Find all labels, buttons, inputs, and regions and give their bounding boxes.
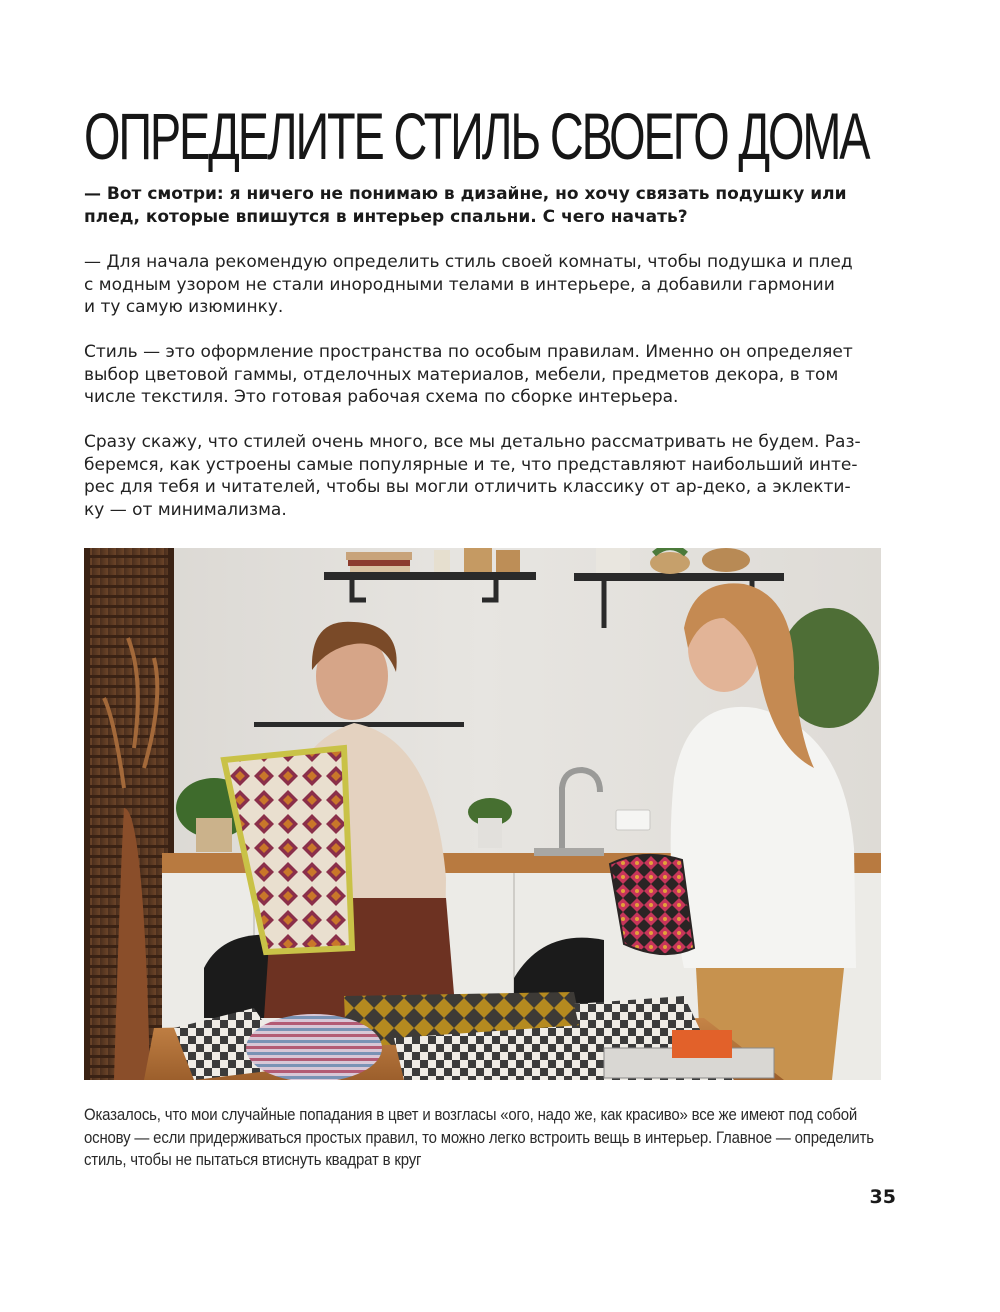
question-line: плед, которые впишутся в интерьер спальни. С чего начать? — [84, 207, 688, 227]
caption-line: основу — если придерживаться простых правил, то можно легко встроить вещь в интерьер. Главное — определить — [84, 1127, 874, 1147]
photo-caption — [84, 1104, 884, 1172]
body-paragraph-3 — [84, 431, 884, 522]
question-paragraph — [84, 183, 884, 229]
paragraph-line: с модным узором не стали инородными телами в интерьере, а добавили гармонии — [84, 274, 835, 295]
caption-line: Оказалось, что мои случайные попадания в цвет и возгласы «ого, надо же, как красиво» все же имеют под собой — [84, 1105, 858, 1124]
paragraph-line: Стиль — это оформление пространства по особым правилам. Именно он определяет — [84, 342, 853, 362]
paragraph-line: и ту самую изюминку. — [84, 297, 284, 318]
paragraph-line: беремся, как устроены самые популярные и те, что представляют наибольший инте- — [84, 454, 858, 475]
caption-line: стиль, чтобы не пытаться втиснуть квадрат в круг — [84, 1150, 422, 1169]
body-paragraph-1 — [84, 251, 884, 319]
page-number: 35 — [869, 1186, 896, 1208]
paragraph-line: числе текстиля. Это готовая рабочая схема по сборке интерьера. — [84, 387, 679, 408]
paragraph-line: выбор цветовой гаммы, отделочных материалов, мебели, предметов декора, в том — [84, 364, 839, 385]
page-title: ОПРЕДЕЛИТЕ СТИЛЬ СВОЕГО ДОМА — [84, 99, 869, 173]
paragraph-line: Сразу скажу, что стилей очень много, все мы детально рассматривать не будем. Раз- — [84, 432, 861, 452]
paragraph-line: рес для тебя и читателей, чтобы вы могли отличить классику от ар-деко, а эклекти- — [84, 477, 851, 498]
body-paragraph-2 — [84, 341, 884, 409]
paragraph-line: — Для начала рекомендую определить стиль своей комнаты, чтобы подушка и плед — [84, 252, 853, 272]
question-line: — Вот смотри: я ничего не понимаю в дизайне, но хочу связать подушку или — [84, 184, 847, 204]
kitchen-photo — [84, 548, 881, 1080]
paragraph-line: ку — от минимализма. — [84, 500, 287, 521]
